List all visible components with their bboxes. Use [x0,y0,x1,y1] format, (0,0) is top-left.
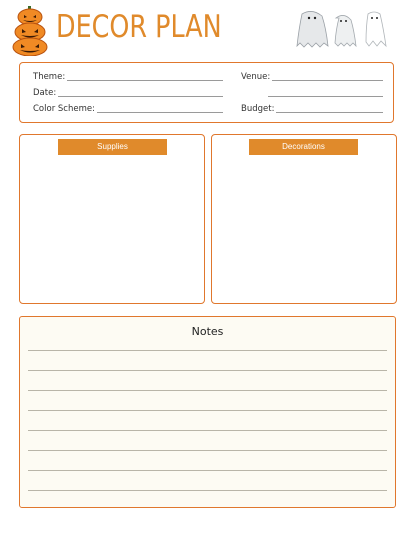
theme-field[interactable] [33,72,223,82]
note-line[interactable] [28,430,387,431]
note-line[interactable] [28,370,387,371]
theme-input-line[interactable] [67,72,223,81]
venue-field[interactable] [241,72,383,82]
color-scheme-label: Color Scheme: [33,104,95,114]
venue-extra-field[interactable] [241,88,383,98]
ghosts-icon [292,8,394,50]
supplies-panel[interactable] [19,134,205,304]
budget-label: Budget: [241,104,275,114]
budget-input-line[interactable] [276,104,383,113]
date-field[interactable] [33,88,223,98]
budget-field[interactable] [241,104,383,114]
note-line[interactable] [28,390,387,391]
date-label: Date: [33,88,57,98]
supplies-header: Supplies [58,139,167,155]
venue-extra-input-line[interactable] [268,88,383,97]
theme-label: Theme: [33,72,66,82]
venue-input-line[interactable] [272,72,383,81]
page-title: DECOR PLAN [56,9,222,45]
stacked-jack-o-lanterns-icon [10,4,50,56]
note-line[interactable] [28,350,387,351]
notes-title: Notes [191,325,224,338]
venue-label: Venue: [241,72,271,82]
note-line[interactable] [28,470,387,471]
color-scheme-input-line[interactable] [97,104,223,113]
note-line[interactable] [28,490,387,491]
notes-panel[interactable] [19,316,396,508]
note-line[interactable] [28,450,387,451]
date-input-line[interactable] [58,88,223,97]
color-scheme-field[interactable] [33,104,223,114]
decorations-panel[interactable] [211,134,397,304]
note-line[interactable] [28,410,387,411]
decorations-header: Decorations [249,139,358,155]
